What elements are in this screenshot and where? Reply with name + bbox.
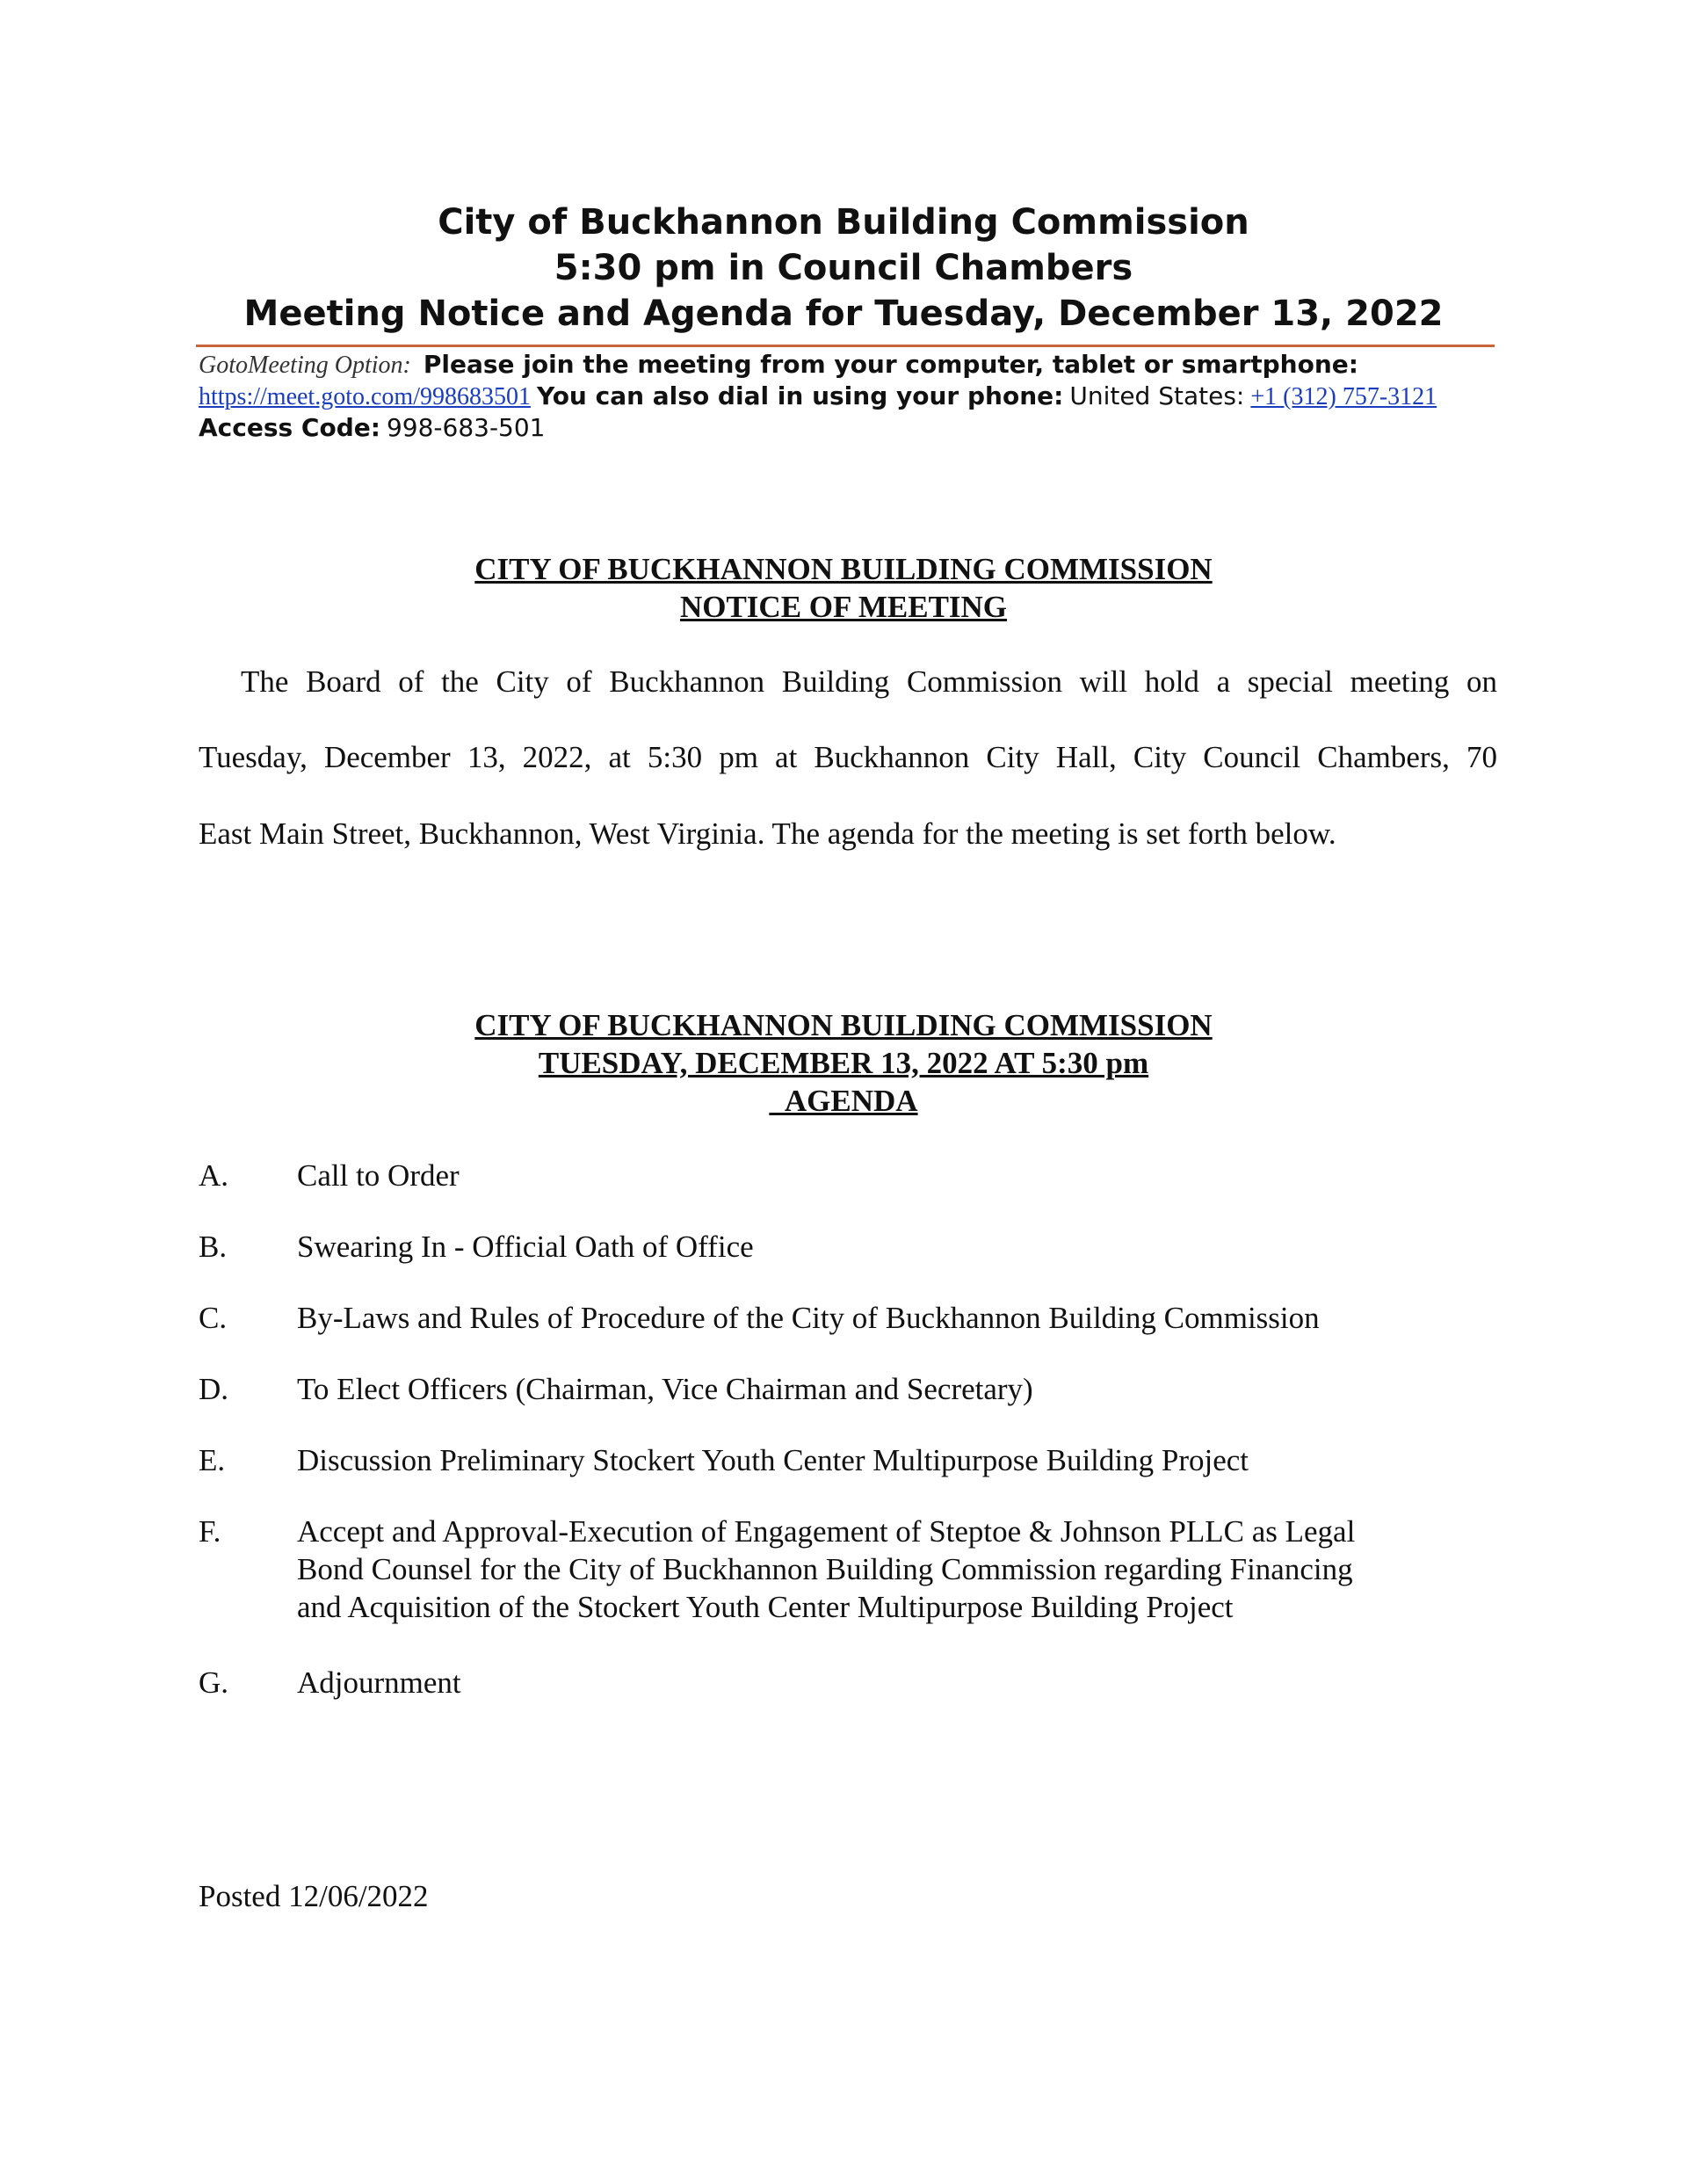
access-code-value: 998-683-501: [386, 413, 546, 442]
notice-paragraph-line-3: East Main Street, Buckhannon, West Virginia. The agenda for the meeting is set forth below.: [199, 816, 1336, 851]
agenda-item-a-text: Call to Order: [297, 1158, 460, 1193]
meeting-url-link[interactable]: https://meet.goto.com/998683501: [199, 383, 531, 410]
header-title: City of Buckhannon Building Commission: [438, 202, 1249, 243]
posted-date: Posted 12/06/2022: [199, 1879, 429, 1913]
agenda-item-d-letter: D.: [199, 1372, 229, 1406]
goto-line-1: [199, 349, 1358, 381]
agenda-heading-label: AGENDA: [784, 1084, 918, 1118]
agenda-item-e-text: Discussion Preliminary Stockert Youth Center Multipurpose Building Project: [297, 1443, 1249, 1477]
agenda-item-c-text: By-Laws and Rules of Procedure of the City of Buckhannon Building Commission: [297, 1301, 1320, 1335]
agenda-item-g-text: Adjournment: [297, 1665, 461, 1700]
goto-option-label: GotoMeeting Option:: [199, 352, 411, 379]
notice-paragraph-line-1: The Board of the City of Buckhannon Building Commission will hold a special meeting on: [241, 664, 1497, 699]
agenda-item-c-letter: C.: [199, 1301, 228, 1335]
agenda-date: TUESDAY, DECEMBER 13, 2022 AT 5:30 pm: [538, 1046, 1149, 1080]
notice-subtitle: NOTICE OF MEETING: [679, 590, 1008, 624]
agenda-item-b-text: Swearing In - Official Oath of Office: [297, 1230, 754, 1264]
goto-dial-text: You can also dial in using your phone:: [536, 381, 1064, 410]
agenda-item-e-letter: E.: [199, 1443, 226, 1477]
agenda-item-b-letter: B.: [199, 1230, 228, 1264]
agenda-heading: [0, 1082, 1687, 1120]
header-time-location: 5:30 pm in Council Chambers: [554, 248, 1133, 288]
access-code-label: Access Code:: [199, 413, 380, 442]
agenda-item-f-text-line-1: Accept and Approval-Execution of Engagement of Steptoe & Johnson PLLC as Legal: [297, 1514, 1356, 1549]
goto-line-2: [199, 381, 1437, 413]
goto-country: United States:: [1069, 381, 1245, 410]
agenda-item-a-letter: A.: [199, 1158, 229, 1193]
agenda-item-g-letter: G.: [199, 1665, 229, 1700]
notice-paragraph-line-2: Tuesday, December 13, 2022, at 5:30 pm at Buckhannon City Hall, City Council Chambers, 70: [199, 740, 1497, 774]
goto-line-3: [199, 412, 546, 445]
notice-title: CITY OF BUCKHANNON BUILDING COMMISSION: [474, 552, 1213, 586]
goto-join-text: Please join the meeting from your computer, tablet or smartphone:: [423, 350, 1358, 379]
phone-number-link[interactable]: +1 (312) 757-3121: [1250, 383, 1437, 410]
agenda-item-f-text-line-3: and Acquisition of the Stockert Youth Center Multipurpose Building Project: [297, 1590, 1234, 1624]
agenda-title: CITY OF BUCKHANNON BUILDING COMMISSION: [474, 1008, 1213, 1042]
header-meeting-date: Meeting Notice and Agenda for Tuesday, December 13, 2022: [243, 294, 1444, 334]
agenda-item-f-text-line-2: Bond Counsel for the City of Buckhannon Building Commission regarding Financing: [297, 1552, 1353, 1586]
agenda-item-f-letter: F.: [199, 1514, 221, 1549]
agenda-item-d-text: To Elect Officers (Chairman, Vice Chairman and Secretary): [297, 1372, 1033, 1406]
header-divider: [196, 345, 1495, 347]
